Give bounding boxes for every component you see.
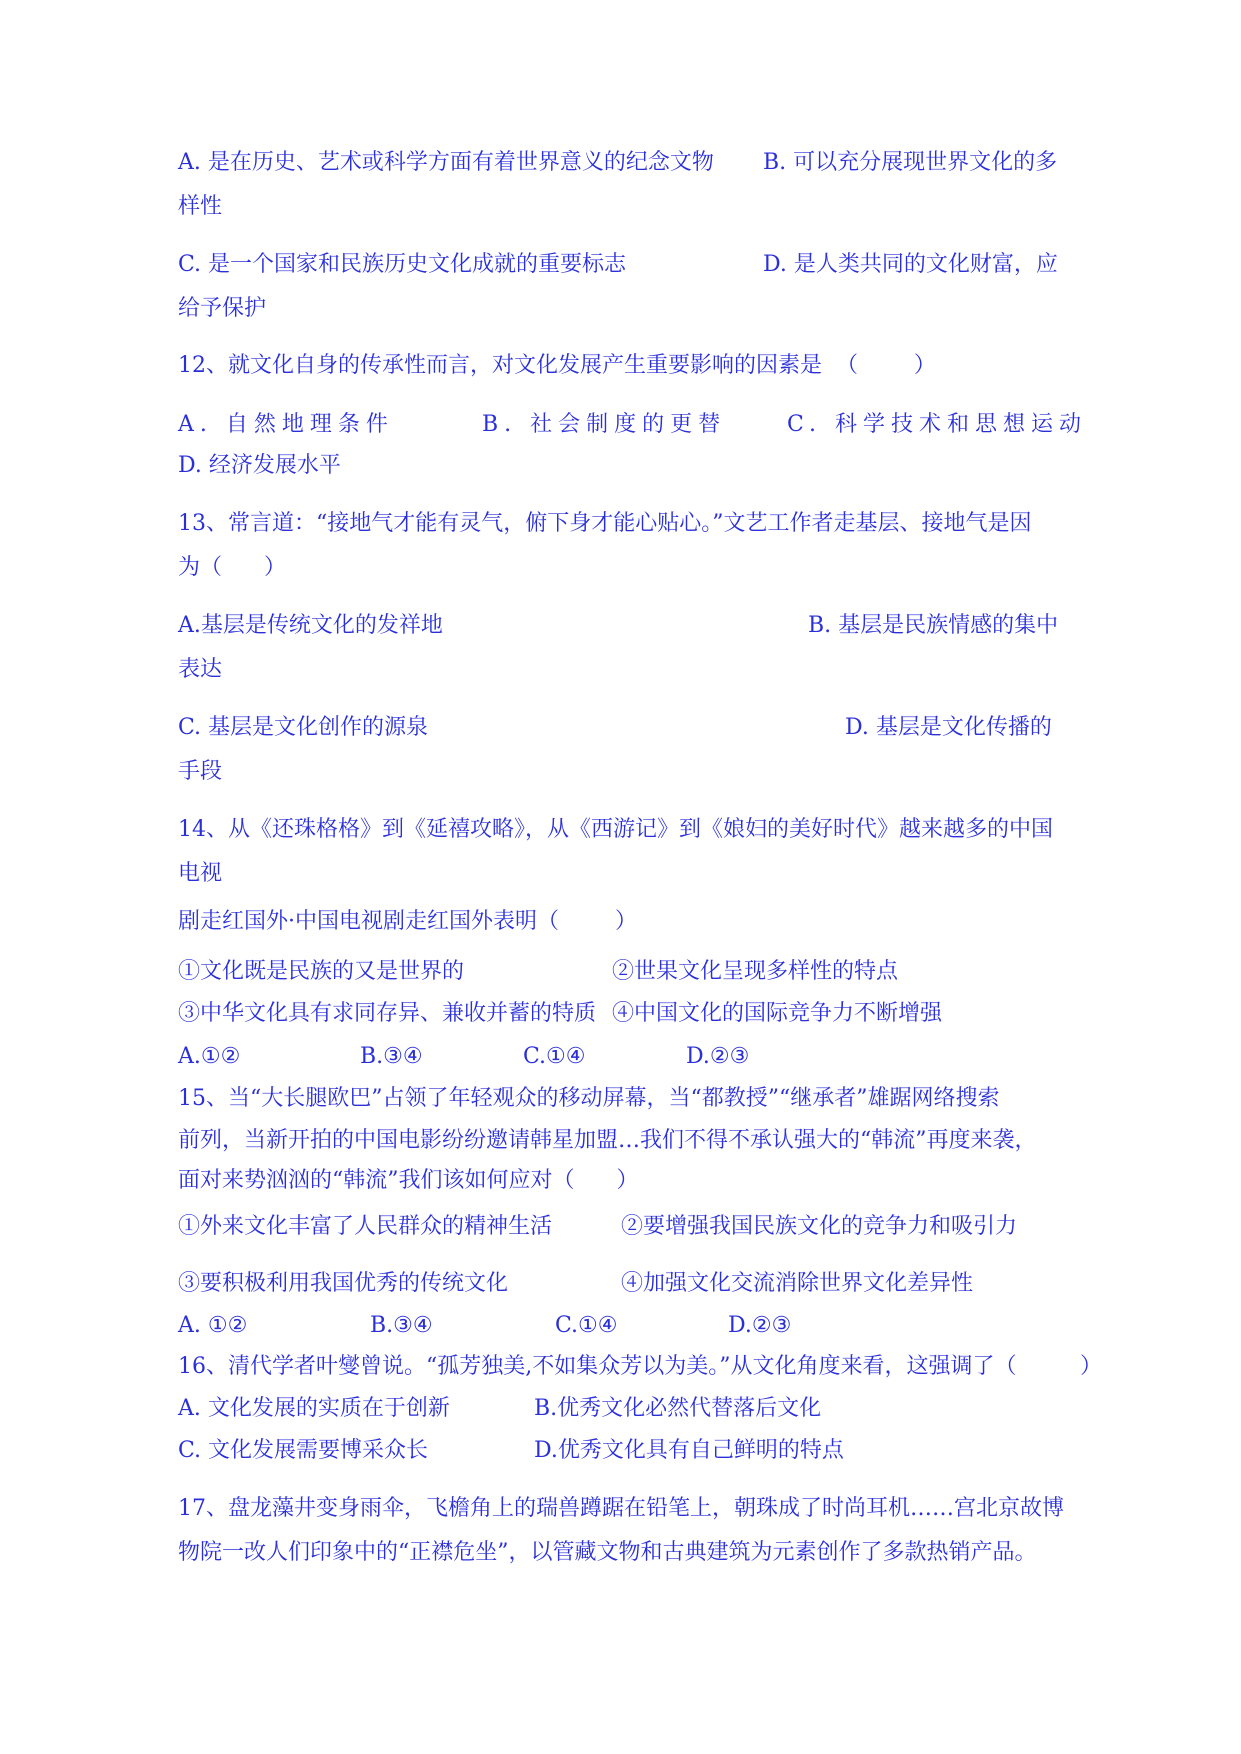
q11-option-b-continued: 样性 <box>178 194 223 219</box>
q16-stem: 16、清代学者叶燮曾说。“孤芳独美,不如集众芳以为美。”从文化角度来看，这强调了（ <box>178 1354 1017 1379</box>
q14-statement-3: ③中华文化具有求同存异、兼收并蓄的特质 <box>178 1001 597 1026</box>
q15-statement-2: ②要增强我国民族文化的竞争力和吸引力 <box>621 1214 1018 1239</box>
q11-option-c: C. 是一个国家和民族历史文化成就的重要标志 <box>178 252 627 277</box>
q15-option-a: A. ①② <box>178 1313 248 1338</box>
q16-option-d: D.优秀文化具有自己鲜明的特点 <box>534 1438 844 1463</box>
q13-option-c: C. 基层是文化创作的源泉 <box>178 715 429 740</box>
q16-stem-close: ） <box>1080 1354 1103 1379</box>
q13-option-b-continued: 表达 <box>178 657 223 682</box>
q17-stem-continued: 物院一改人们印象中的“正襟危坐”，以管藏文物和古典建筑为元素创作了多款热销产品。 <box>178 1540 1037 1565</box>
q13-option-b: B. 基层是民族情感的集中 <box>808 613 1059 638</box>
q14-stem-line3: 剧走红国外·中国电视剧走红国外表明（ ） <box>178 909 637 934</box>
q12-option-d: D. 经济发展水平 <box>178 453 341 478</box>
q15-option-c: C.①④ <box>555 1313 618 1338</box>
q14-stem: 14、从《还珠格格》到《延禧攻略》，从《西游记》到《娘妇的美好时代》越来越多的中国 <box>178 817 1053 842</box>
q14-option-b: B.③④ <box>360 1044 423 1069</box>
q12-stem: 12、就文化自身的传承性而言，对文化发展产生重要影响的因素是 （ ） <box>178 353 936 378</box>
q11-option-d-continued: 给予保护 <box>178 296 267 321</box>
q16-option-c: C. 文化发展需要博采众长 <box>178 1438 429 1463</box>
q13-stem: 13、常言道：“接地气才能有灵气，俯下身才能心贴心。”文艺工作者走基层、接地气是因 <box>178 511 1032 536</box>
q14-stem-continued: 电视 <box>178 861 223 886</box>
q11-option-d: D. 是人类共同的文化财富，应 <box>763 252 1058 277</box>
q15-statement-4: ④加强文化交流消除世界文化差异性 <box>621 1271 974 1296</box>
q13-option-d-continued: 手段 <box>178 759 223 784</box>
q16-option-a: A. 文化发展的实质在于创新 <box>178 1396 450 1421</box>
q15-statement-1: ①外来文化丰富了人民群众的精神生活 <box>178 1214 553 1239</box>
q11-option-b: B. 可以充分展现世界文化的多 <box>763 150 1058 175</box>
q15-option-b: B.③④ <box>370 1313 433 1338</box>
q13-option-d: D. 基层是文化传播的 <box>845 715 1052 740</box>
q14-option-c: C.①④ <box>523 1044 586 1069</box>
q15-stem-continued: 前列，当新开拍的中国电影纷纷邀请韩星加盟…我们不得不承认强大的“韩流”再度来袭， <box>178 1128 1037 1153</box>
q13-option-a: A.基层是传统文化的发祥地 <box>178 613 443 638</box>
q16-option-b: B.优秀文化必然代替落后文化 <box>534 1396 822 1421</box>
q14-option-d: D.②③ <box>686 1044 750 1069</box>
q11-option-a: A. 是在历史、艺术或科学方面有着世界意义的纪念文物 <box>178 150 714 175</box>
q15-stem-line3: 面对来势汹汹的“韩流”我们该如何应对（ ） <box>178 1168 639 1193</box>
q12-option-c: C. 科学技术和思想运动 <box>787 412 1088 437</box>
q14-statement-2: ②世果文化呈现多样性的特点 <box>612 959 899 984</box>
q17-stem: 17、盘龙藻井变身雨伞，飞檐角上的瑞兽蹲踞在铅笔上，朝珠成了时尚耳机……宫北京故博 <box>178 1496 1064 1521</box>
q15-statement-3: ③要积极利用我国优秀的传统文化 <box>178 1271 509 1296</box>
q15-stem: 15、当“大长腿欧巴”占领了年轻观众的移动屏幕，当“都教授”“继承者”雄踞网络搜索 <box>178 1086 1000 1111</box>
q14-statement-4: ④中国文化的国际竞争力不断增强 <box>612 1001 943 1026</box>
q14-statement-1: ①文化既是民族的又是世界的 <box>178 959 465 984</box>
q13-stem-continued: 为（ ） <box>178 555 286 580</box>
q15-option-d: D.②③ <box>728 1313 792 1338</box>
q12-option-a: A. 自然地理条件 <box>178 412 394 437</box>
q14-option-a: A.①② <box>178 1044 241 1069</box>
q12-option-b: B. 社会制度的更替 <box>482 412 727 437</box>
